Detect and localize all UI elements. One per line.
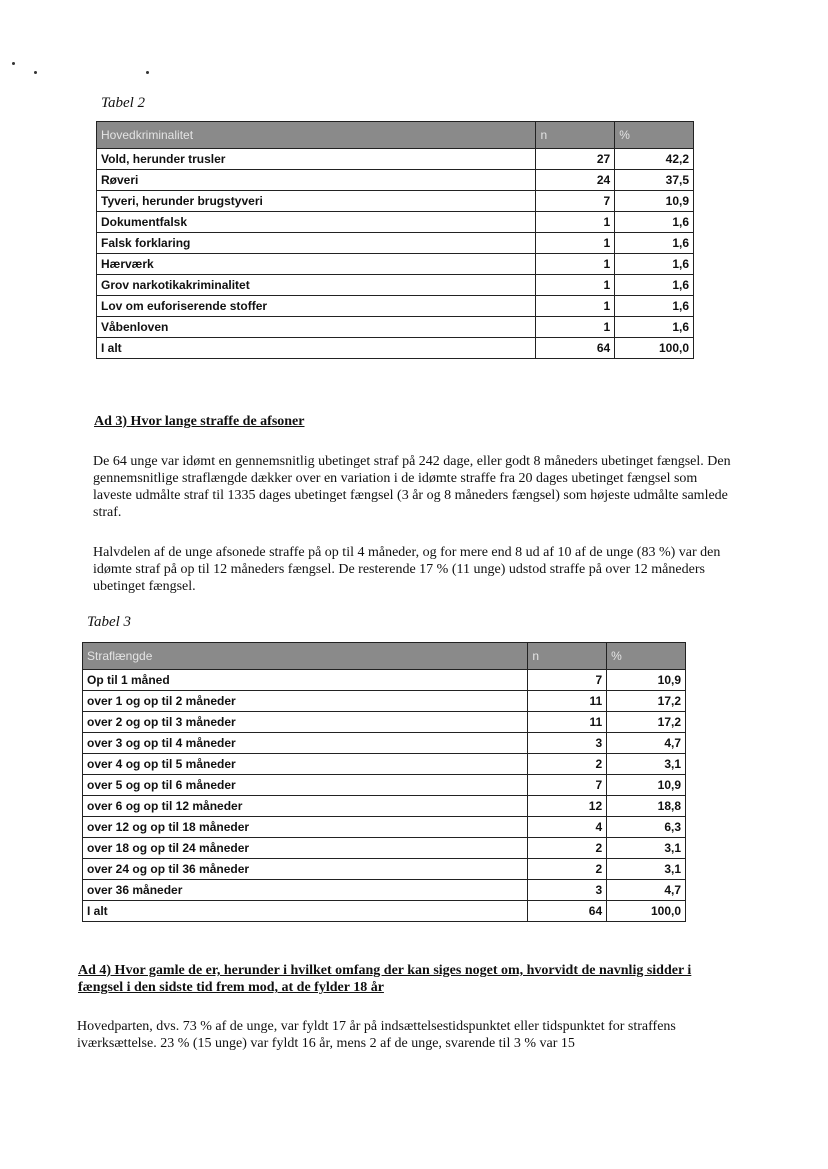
row-count: 3 bbox=[528, 733, 607, 754]
row-percent: 1,6 bbox=[615, 296, 694, 317]
table-row bbox=[83, 901, 686, 922]
table-row bbox=[97, 170, 694, 191]
row-percent: 4,7 bbox=[607, 880, 686, 901]
row-label: Vold, herunder trusler bbox=[97, 149, 536, 170]
table-row bbox=[97, 338, 694, 359]
row-count: 1 bbox=[536, 233, 615, 254]
row-percent: 10,9 bbox=[607, 670, 686, 691]
table-row bbox=[83, 691, 686, 712]
row-count: 12 bbox=[528, 796, 607, 817]
section3-paragraph-2: Halvdelen af de unge afsonede straffe på op til 4 måneder, og for mere end 8 ud af 10 af de unge (83 %) var den idømte straf på op til 12 måneders fængsel. De resterende 17 % (11 unge) udstod straffe på over 12 måneders ubetinget fængsel. bbox=[93, 545, 721, 594]
table-crime-types bbox=[96, 121, 694, 359]
table-row bbox=[83, 817, 686, 838]
row-label: over 24 og op til 36 måneder bbox=[83, 859, 528, 880]
row-percent: 37,5 bbox=[615, 170, 694, 191]
row-count: 3 bbox=[528, 880, 607, 901]
row-count: 11 bbox=[528, 691, 607, 712]
section4-paragraph: Hovedparten, dvs. 73 % af de unge, var fyldt 17 år på indsættelsestidspunktet eller tidspunktet for straffens iværksættelse. 23 % (15 unge) var fyldt 16 år, mens 2 af de unge, svarende til 3 % var 15 bbox=[77, 1019, 676, 1051]
row-count: 4 bbox=[528, 817, 607, 838]
row-count: 1 bbox=[536, 296, 615, 317]
table-row bbox=[83, 838, 686, 859]
row-percent: 42,2 bbox=[615, 149, 694, 170]
scan-speck bbox=[146, 71, 149, 74]
row-count: 1 bbox=[536, 275, 615, 296]
table-row bbox=[97, 254, 694, 275]
row-label: over 5 og op til 6 måneder bbox=[83, 775, 528, 796]
table-row bbox=[97, 275, 694, 296]
row-count: 7 bbox=[536, 191, 615, 212]
table-row bbox=[83, 880, 686, 901]
table-sentence-lengths bbox=[82, 642, 686, 922]
row-percent: 6,3 bbox=[607, 817, 686, 838]
row-percent: 1,6 bbox=[615, 254, 694, 275]
row-label: Lov om euforiserende stoffer bbox=[97, 296, 536, 317]
row-label: over 1 og op til 2 måneder bbox=[83, 691, 528, 712]
scan-speck bbox=[12, 62, 15, 65]
table-row bbox=[97, 296, 694, 317]
row-percent: 17,2 bbox=[607, 691, 686, 712]
row-percent: 3,1 bbox=[607, 838, 686, 859]
row-label: over 12 og op til 18 måneder bbox=[83, 817, 528, 838]
row-count: 24 bbox=[536, 170, 615, 191]
row-percent: 10,9 bbox=[615, 191, 694, 212]
row-percent: 100,0 bbox=[607, 901, 686, 922]
table-row bbox=[97, 149, 694, 170]
row-percent: 1,6 bbox=[615, 233, 694, 254]
header-percent: % bbox=[615, 122, 694, 149]
row-label: I alt bbox=[97, 338, 536, 359]
header-hovedkriminalitet: Hovedkriminalitet bbox=[97, 122, 536, 149]
scan-speck bbox=[34, 71, 37, 74]
table-header-row bbox=[97, 122, 694, 149]
header-n: n bbox=[528, 643, 607, 670]
table-row bbox=[97, 191, 694, 212]
header-straflaengde: Straflængde bbox=[83, 643, 528, 670]
row-percent: 10,9 bbox=[607, 775, 686, 796]
table3-caption: Tabel 3 bbox=[87, 614, 132, 630]
table-row bbox=[83, 754, 686, 775]
table-row bbox=[83, 775, 686, 796]
row-percent: 1,6 bbox=[615, 212, 694, 233]
row-percent: 17,2 bbox=[607, 712, 686, 733]
row-count: 1 bbox=[536, 212, 615, 233]
row-label: Røveri bbox=[97, 170, 536, 191]
row-count: 7 bbox=[528, 775, 607, 796]
row-label: over 3 og op til 4 måneder bbox=[83, 733, 528, 754]
row-count: 64 bbox=[528, 901, 607, 922]
row-label: Tyveri, herunder brugstyveri bbox=[97, 191, 536, 212]
row-label: over 18 og op til 24 måneder bbox=[83, 838, 528, 859]
row-label: over 6 og op til 12 måneder bbox=[83, 796, 528, 817]
table2-caption: Tabel 2 bbox=[101, 95, 146, 111]
table-row bbox=[83, 670, 686, 691]
table-row bbox=[97, 317, 694, 338]
section3-paragraph-1: De 64 unge var idømt en gennemsnitlig ubetinget straf på 242 dage, eller godt 8 måneders ubetinget fængsel. Den gennemsnitlige straflængde dækker over en variation i de idømte straffe fra 20 dages ubetinget fængsel som laveste udmålte straf til 1335 dages ubetinget fængsel (3 år og 8 måneders fængsel) som højeste udmålte samlede straf. bbox=[93, 454, 731, 520]
row-label: Op til 1 måned bbox=[83, 670, 528, 691]
header-percent: % bbox=[607, 643, 686, 670]
row-label: Falsk forklaring bbox=[97, 233, 536, 254]
table-header-row bbox=[83, 643, 686, 670]
row-count: 64 bbox=[536, 338, 615, 359]
row-count: 2 bbox=[528, 754, 607, 775]
row-count: 2 bbox=[528, 838, 607, 859]
row-label: over 36 måneder bbox=[83, 880, 528, 901]
row-count: 11 bbox=[528, 712, 607, 733]
row-percent: 100,0 bbox=[615, 338, 694, 359]
section4-heading: Ad 4) Hvor gamle de er, herunder i hvilket omfang der kan siges noget om, hvorvidt de navnlig sidder i fængsel i den sidste tid frem mod, at de fylder 18 år bbox=[78, 963, 692, 995]
section3-heading: Ad 3) Hvor lange straffe de afsoner bbox=[94, 414, 305, 429]
table-row bbox=[83, 733, 686, 754]
row-count: 1 bbox=[536, 254, 615, 275]
row-label: over 2 og op til 3 måneder bbox=[83, 712, 528, 733]
table-row bbox=[97, 233, 694, 254]
row-label: I alt bbox=[83, 901, 528, 922]
row-percent: 3,1 bbox=[607, 859, 686, 880]
row-count: 27 bbox=[536, 149, 615, 170]
row-percent: 4,7 bbox=[607, 733, 686, 754]
row-label: Grov narkotikakriminalitet bbox=[97, 275, 536, 296]
row-label: over 4 og op til 5 måneder bbox=[83, 754, 528, 775]
header-n: n bbox=[536, 122, 615, 149]
row-percent: 18,8 bbox=[607, 796, 686, 817]
row-label: Våbenloven bbox=[97, 317, 536, 338]
row-label: Hærværk bbox=[97, 254, 536, 275]
row-count: 7 bbox=[528, 670, 607, 691]
table-row bbox=[83, 859, 686, 880]
row-label: Dokumentfalsk bbox=[97, 212, 536, 233]
table-row bbox=[97, 212, 694, 233]
row-percent: 3,1 bbox=[607, 754, 686, 775]
row-count: 2 bbox=[528, 859, 607, 880]
row-percent: 1,6 bbox=[615, 317, 694, 338]
row-percent: 1,6 bbox=[615, 275, 694, 296]
table-row bbox=[83, 796, 686, 817]
row-count: 1 bbox=[536, 317, 615, 338]
table-row bbox=[83, 712, 686, 733]
